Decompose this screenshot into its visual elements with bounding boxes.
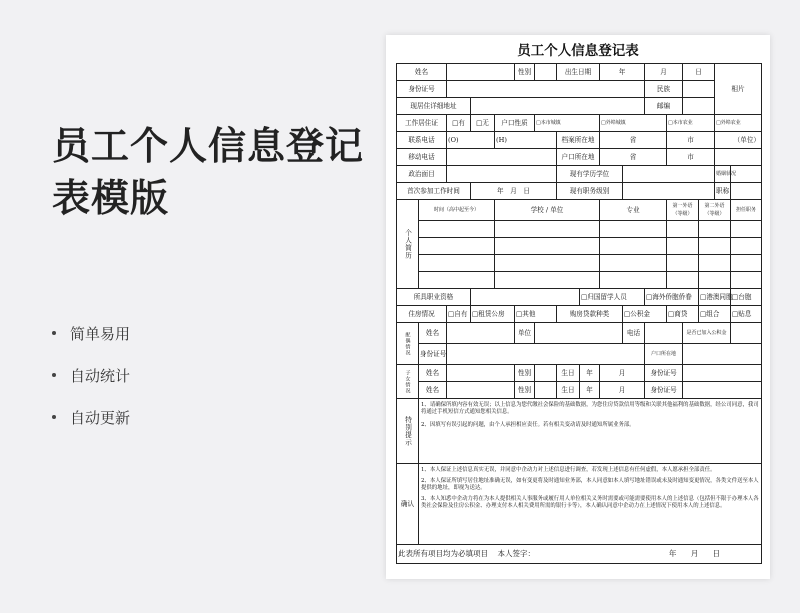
promo-title: 员工个人信息登记表模版 [52, 124, 365, 220]
registration-form-table: 姓名 性别 出生日期 年 月 日 相片 身份证号 民族 现居住详细地址 邮编 工作居住证 □有 □无 户口性质 □本市城镇 □外埠城镇 □本市农业 □外埠农业 联系电话 (O) (H) 档案所在地 省 市 （单位） 移动电话 户口所在地 省 市 政治面目 现有学历学位 婚姻状况 首次参加工作时间 年 月 日 现有职务级别 职称 个人简历 时间（高中起至今） 学校 / 单位 专业 第一外语（等级） 第二外语（等级） 担任职务 所具职业资格 □归国留学人员 □海外侨胞侨眷 □港澳同胞 □台胞 住房情况 □自有 □租赁公房 □其他 购房贷款种类 □公积金 □商贷 □组合 □贴息 配偶情况 姓名 单位 电话 是否已加入公积金 身份证号 户口所在地 子女情况 姓名 性别 生日 年 月 身份证号 姓名 性别 生日 年 月 身份证号 特别提示 1、请确保所填内容有效无误；以上信息为您代缴社会保险的基础数据，为您住房贷款信用等级和关联其他福利的基础数据，经公司同意，我司将通过手机短信方式通知您相关信息。 2、因填写有误引起的问题，由个人承担相应责任。若有相关变动请及时通知所属业务部。 确认 1、本人保证上述信息真实无误，并同意中企动力对上述信息进行调查，若发现上述信息有任何虚假，本人愿承担全部责任。 2、本人保证所填写居住地址准确无误，如有变更将及时通知业务部，本人同意如本人填写地址错误或未及时通知变更情况，各类文件送至本人提供的地址，即视为送达。 3、本人知悉中企动力将在为本人提供相关人事服务或履行用人单位相关义务时需要或可能需要使用本人的上述信息（包括但不限于办理本人各类社会保险及住房公积金、办理支付本人相关费用所需的银行卡等），本人确认同意中企动力在上述情况下使用本人的上述信息。 此表所有项目均为必填项目 本人签字： 年 月 日 [396, 63, 762, 564]
form-preview[interactable] [386, 35, 770, 579]
photo-box: 相片 [715, 64, 762, 115]
bullet-dot-icon [52, 373, 56, 377]
promo-panel [0, 0, 385, 613]
bullet-dot-icon [52, 331, 56, 335]
feature-list [52, 312, 130, 438]
feature-item: 自动统计 [52, 354, 130, 396]
bullet-dot-icon [52, 415, 56, 419]
form-title: 员工个人信息登记表 [517, 43, 639, 59]
feature-item: 简单易用 [52, 312, 130, 354]
feature-item: 自动更新 [52, 396, 130, 438]
